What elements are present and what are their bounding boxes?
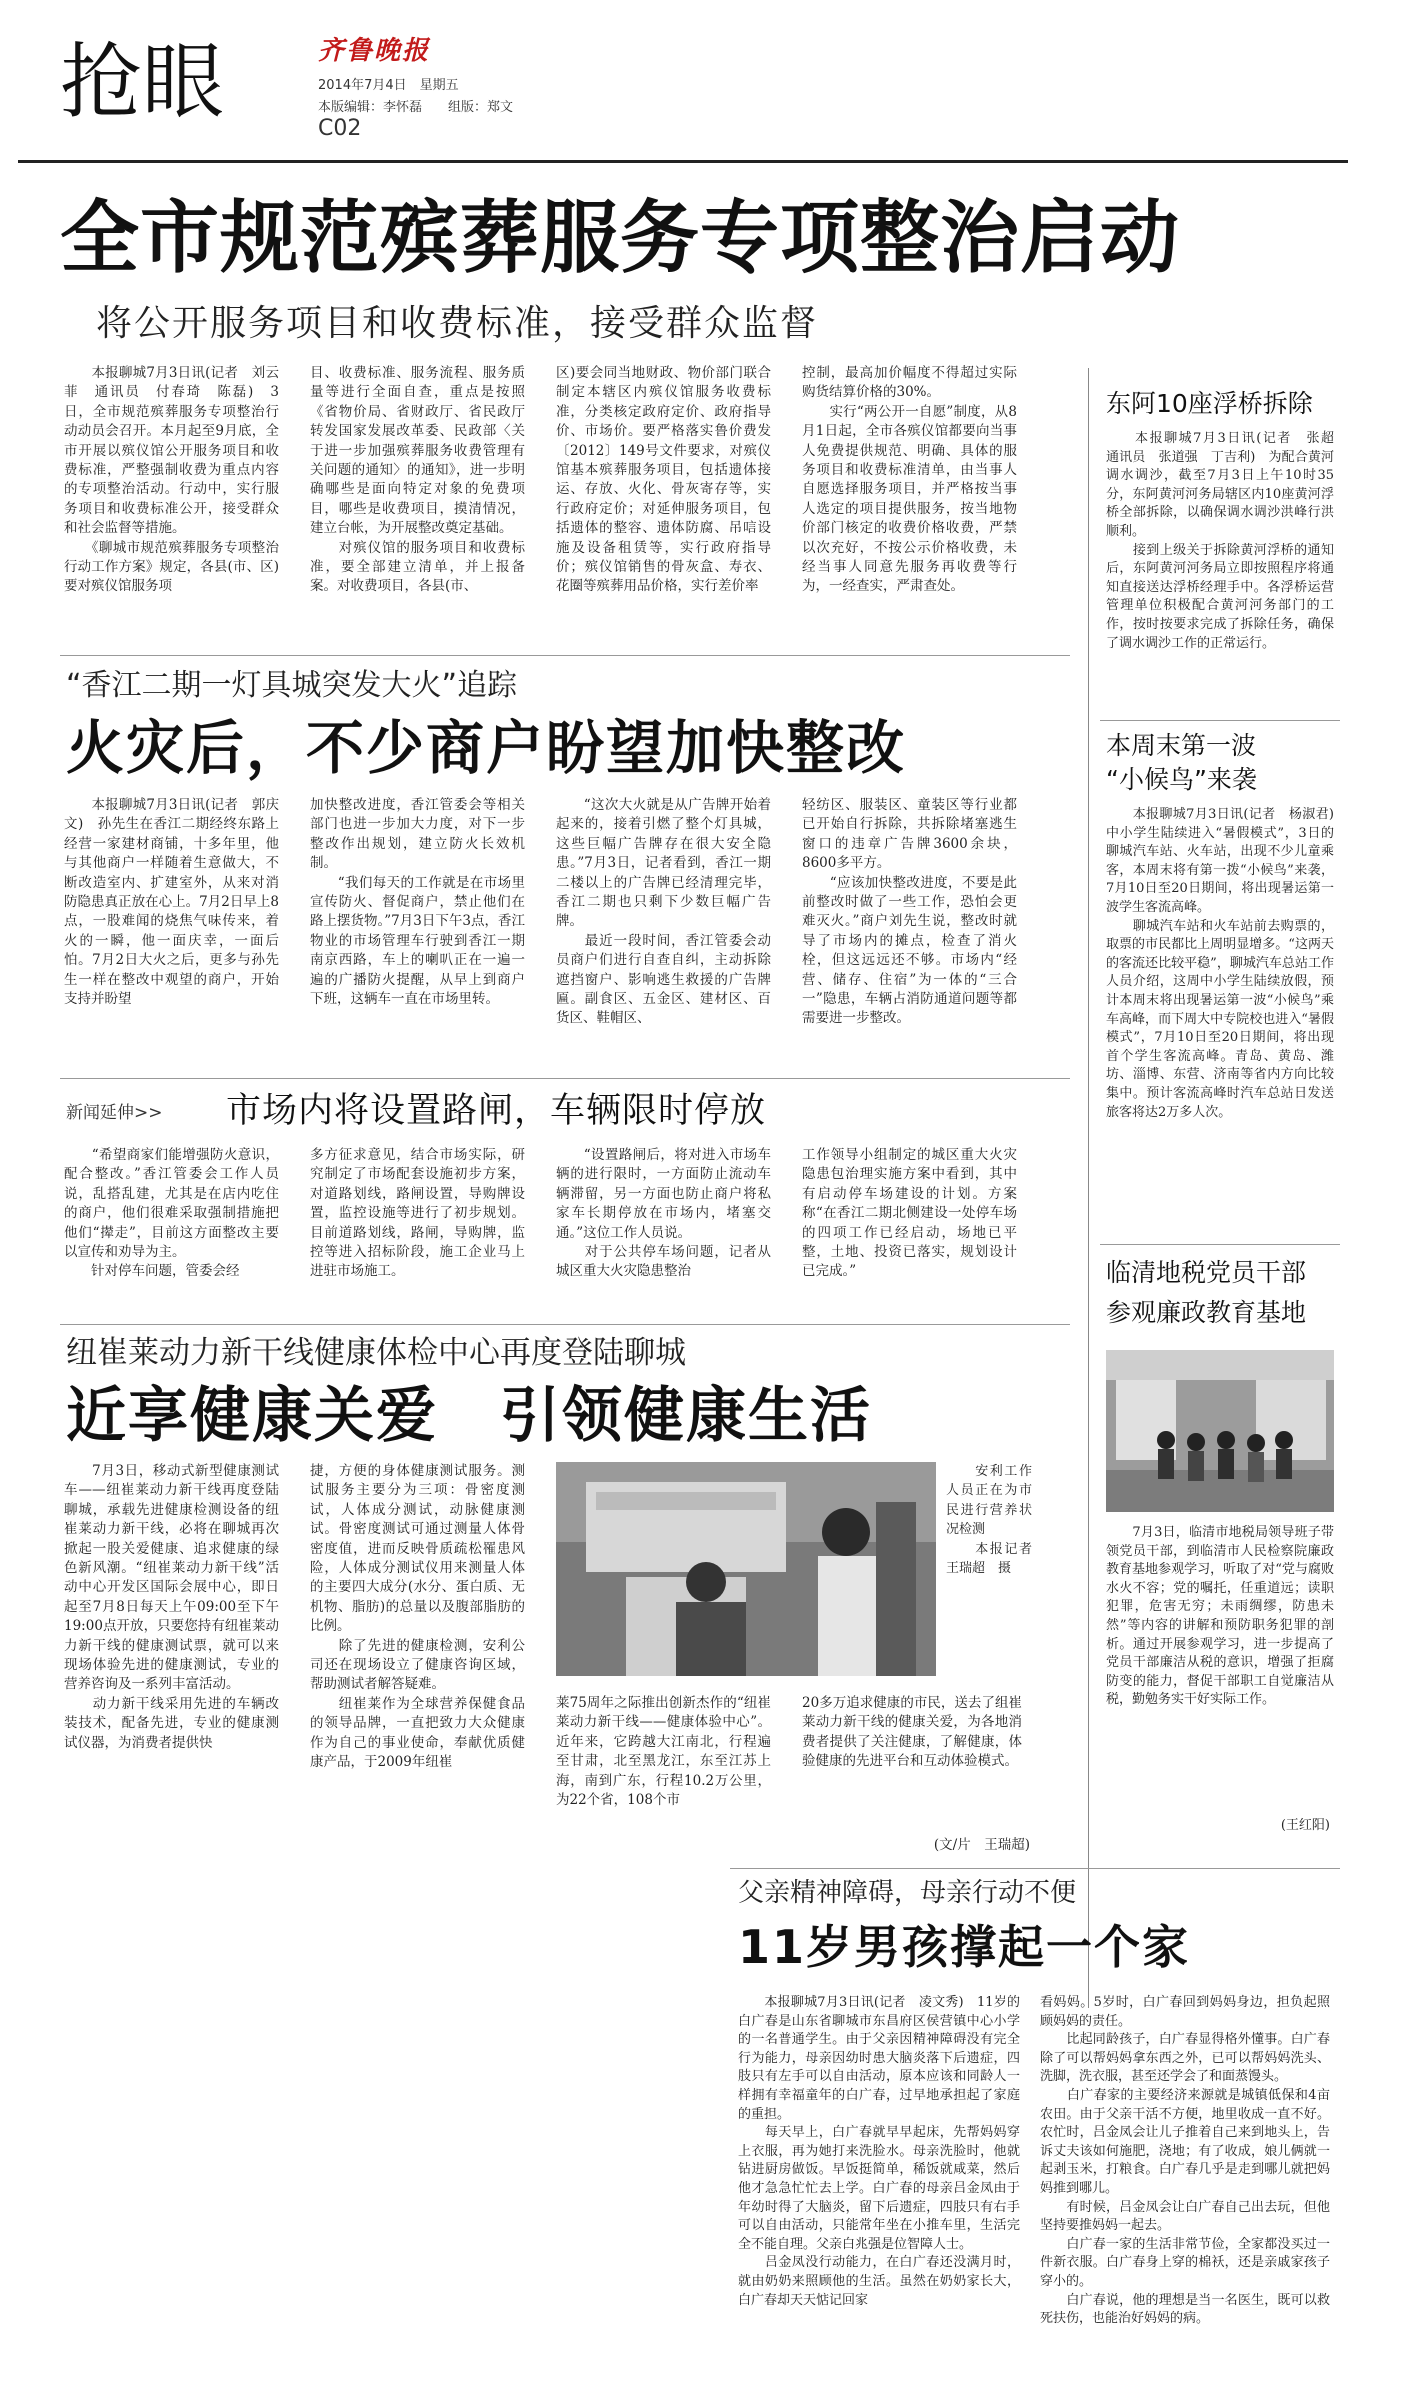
newspaper-logo: 齐鲁晚报 bbox=[318, 36, 431, 66]
health-col-4: 20多万追求健康的市民，送去了组崔莱动力新干线的健康关爱，为各地消费者提供了关注健康，了解健康，体验健康的先进平台和互动体验模式。 bbox=[802, 1695, 1022, 1770]
tax-byline: (王红阳) bbox=[1280, 1818, 1330, 1833]
issue-date: 2014年7月4日 星期五 bbox=[318, 78, 459, 93]
fire-top-rule bbox=[60, 655, 1070, 656]
fire-kicker: “香江二期一灯具城突发大火”追踪 bbox=[66, 668, 518, 703]
health-col-2: 捷，方便的身体健康测试服务。测试服务主要分为三项：骨密度测试，人体成分测试，动脉健康测试。骨密度测试可通过测量人体骨密度值，进而反映骨质疏松罹患风险，人体成分测试仪用来测量人体的主要四大成分(水分、蛋白质、无机物、脂肪)的总量以及腹部脂肪的比例。 除了先进的健康检测，安利公司还在现场设立了健康咨询区域，帮助测试者解答疑难。 纽崔莱作为全球营养保健食品的领导品牌，一直把致力大众健康作为自己的事业使命，奉献优质健康产品，于2009年纽崔 bbox=[310, 1463, 525, 1771]
health-headline: 近享健康关爱 引领健康生活 bbox=[66, 1381, 872, 1451]
tax-text: 7月3日，临清市地税局领导班子带领党员干部，到临清市人民检察院廉政教育基地参观学习，听取了对“党与腐败水火不容；党的嘱托，任重道远；读职犯罪，危害无穷；未雨绸缪，防患未然”等内容的讲解和预防职务犯罪的剖析。通过开展参观学习，进一步提高了党员干部廉洁从税的意识，增强了拒腐防变的能力，督促干部职工自觉廉洁从税，勤勉务实干好实际工作。 bbox=[1106, 1525, 1334, 1708]
health-col-3: 莱75周年之际推出创新杰作的“纽崔莱动力新干线——健康体验中心”。近年来，它跨越大江南北，行程遍至甘肃，北至黑龙江，东至江苏上海，南到广东，行程10.2万公里，为22个省，108个市 bbox=[556, 1695, 771, 1809]
health-photo-caption: 安利工作人员正在为市民进行营养状况检测 本报记者 王瑞超 摄 bbox=[946, 1464, 1032, 1577]
boy-top-rule bbox=[730, 1868, 1340, 1869]
market-headline: 市场内将设置路闸，车辆限时停放 bbox=[226, 1091, 767, 1131]
tax-top-rule bbox=[1100, 1244, 1340, 1245]
boy-kicker: 父亲精神障碍，母亲行动不便 bbox=[738, 1878, 1077, 1908]
health-byline: (文/片 王瑞超) bbox=[933, 1837, 1030, 1853]
lead-col-4: 控制，最高加价幅度不得超过实际购货结算价格的30%。 实行“两公开一自愿”制度，从8月1日起，全市各殡仪馆都要向当事人免费提供规范、明确、具体的服务项目和收费标准清单，由当事人自愿选择服务项目，并严格按当事人选定的项目提供服务，按当地物价部门核定的收费价格收费，严禁以次充好，不按公示价格收费，未经当事人同意先服务再收费等行为，一经查实，严肃查处。 bbox=[802, 365, 1017, 595]
fire-col-3: “这次大火就是从广告牌开始着起来的，接着引燃了整个灯具城，这些巨幅广告牌存在很大安全隐患。”7月3日，记者看到，香江一期二楼以上的广告牌已经清理完毕，香江二期也只剩下少数巨幅广告牌。 最近一段时间，香江管委会动员商户们进行自查自纠，主动拆除遮挡窗户、影响逃生救援的广告牌匾。副食区、五金区、建材区、百货区、鞋帽区、 bbox=[556, 797, 771, 1027]
tax-photo-drawing bbox=[1106, 1350, 1334, 1512]
page-number: C02 bbox=[318, 116, 362, 141]
fire-headline: 火灾后，不少商户盼望加快整改 bbox=[66, 714, 907, 782]
bridge-headline: 东阿10座浮桥拆除 bbox=[1106, 389, 1313, 418]
bird-headline-1: 本周末第一波 bbox=[1106, 731, 1257, 760]
market-top-rule bbox=[60, 1078, 1070, 1079]
fire-col-2: 加快整改进度，香江管委会等相关部门也进一步加大力度，对下一步整改作出规划，建立防火长效机制。 “我们每天的工作就是在市场里宣传防火、督促商户，禁止他们在路上摆货物。”7月3日下午3点，香江物业的市场管理车行驶到香江一期南京西路，车上的喇叭正在一遍一遍的广播防火提醒，从早上到商户下班，这辆车一直在市场里转。 bbox=[310, 797, 525, 1008]
lead-col-2: 目、收费标准、服务流程、服务质量等进行全面自查，重点是按照《省物价局、省财政厅、省民政厅转发国家发展改革委、民政部〈关于进一步加强殡葬服务收费管理有关问题的通知〉的通知》，进一步明确哪些是面向特定对象的免费项目，哪些是收费项目，摸清情况，建立台帐，为开展整改奠定基础。 对殡仪馆的服务项目和收费标准，要全部建立清单，并上报备案。对收费项目，各县(市、 bbox=[310, 365, 525, 595]
boy-headline: 11岁男孩撑起一个家 bbox=[738, 1920, 1191, 1974]
lead-headline: 全市规范殡葬服务专项整治启动 bbox=[60, 192, 1180, 284]
bird-top-rule bbox=[1100, 720, 1340, 721]
fire-col-1: 本报聊城7月3日讯(记者 郭庆文) 孙先生在香江二期经终东路上经营一家建材商铺，十多年里，他与其他商户一样随着生意做大，不断改造室内、扩建室外，从来对消防隐患真正放在心上。7月2日早上8点，一股难闻的烧焦气味传来，着火的一瞬，他一面庆幸，一面后怕。7月2日大火之后，更多与孙先生一样在整改中观望的商户，开始支持并盼望 bbox=[64, 797, 279, 1008]
lead-col-3: 区)要会同当地财政、物价部门联合制定本辖区内殡仪馆服务收费标准，分类核定政府定价、政府指导价、市场价。要严格落实鲁价费发〔2012〕149号文件要求，对殡仪馆基本殡葬服务项目，包括遗体接运、存放、火化、骨灰寄存等，实行政府定价；对延伸服务项目，包括遗体的整容、遗体防腐、吊唁设施及设备租赁等，实行政府指导价；殡仪馆销售的骨灰盒、寿衣、花圈等殡葬用品价格，实行差价率 bbox=[556, 365, 771, 595]
health-col-1: 7月3日，移动式新型健康测试车——纽崔莱动力新干线再度登陆聊城，承载先进健康检测设备的纽崔莱动力新干线，必将在聊城再次掀起一股关爱健康、追求健康的绿色新风潮。“纽崔莱动力新干线”活动中心开发区国际会展中心，即日起至7月8日每天上午09:00至下午19:00点开放，只要您持有纽崔莱动力新干线的健康测试票，就可以来现场体验先进的健康测试，专业的营养咨询及一系列丰富活动。 动力新干线采用先进的车辆改装技术，配备先进，专业的健康测试仪器，为消费者提供快 bbox=[64, 1463, 279, 1751]
boy-col-2: 看妈妈。5岁时，白广春回到妈妈身边，担负起照顾妈妈的责任。 比起同龄孩子，白广春显得格外懂事。白广春除了可以帮妈妈拿东西之外，已可以帮妈妈洗头、洗脚，洗衣服，甚至还学会了和面蒸馒头。 白广春家的主要经济来源就是城镇低保和4亩农田。由于父亲干活不方便，地里收成一直不好。农忙时，吕金凤会让儿子推着自己来到地头上，告诉丈夫该如何施肥，浇地；有了收成，娘儿俩就一起剥玉米，打粮食。白广春几乎是走到哪儿就把妈妈推到哪儿。 有时候，吕金凤会让白广春自己出去玩，但他坚持要推妈妈一起去。 白广春一家的生活非常节俭，全家都没买过一件新衣服。白广春身上穿的棉袄，还是亲戚家孩子穿小的。 白广春说，他的理想是当一名医生，既可以救死扶伤，也能治好妈妈的病。 bbox=[1040, 1995, 1330, 2327]
masthead-rule bbox=[18, 160, 1348, 163]
health-photo-drawing bbox=[556, 1462, 936, 1676]
lead-col-1: 本报聊城7月3日讯(记者 刘云菲 通讯员 付春琦 陈磊) 3日，全市规范殡葬服务专项整治行动动员会召开。本月起至9月底，全市开展以殡仪馆公开服务项目和收费标准，严整强制收费为重点内容的专项整治活动。行动中，实行服务项目和收费标准公开，接受群众和社会监督等措施。 《聊城市规范殡葬服务专项整治行动工作方案》规定，各县(市、区)要对殡仪馆服务项 bbox=[64, 365, 279, 595]
lead-subheadline: 将公开服务项目和收费标准，接受群众监督 bbox=[96, 303, 819, 344]
tax-visit-photo bbox=[1106, 1350, 1334, 1512]
boy-col-1: 本报聊城7月3日讯(记者 凌文秀) 11岁的白广春是山东省聊城市东昌府区侯营镇中心小学的一名普通学生。由于父亲因精神障碍没有完全行为能力，母亲因幼时患大脑炎落下后遗症，四肢只有左手可以自由活动，原本应该和同龄人一样拥有幸福童年的白广春，过早地承担起了家庭的重担。 每天早上，白广春就早早起床，先帮妈妈穿上衣服，再为她打来洗脸水。母亲洗脸时，他就钻进厨房做饭。早饭挺简单，稀饭就咸菜，然后他才急急忙忙去上学。白广春的母亲吕金凤由于年幼时得了大脑炎，留下后遗症，四肢只有右手可以自由活动，只能常年坐在小推车里，生活完全不能自理。父亲白兆强是位智障人士。 吕金凤没行动能力，在白广春还没满月时，就由奶奶来照顾他的生活。虽然在奶奶家长大，白广春却天天惦记回家 bbox=[738, 1995, 1020, 2308]
editors-line: 本版编辑：李怀磊 组版：郑文 bbox=[318, 100, 514, 115]
market-col-4: 工作领导小组制定的城区重大火灾隐患包治理实施方案中看到，其中有启动停车场建设的计划。方案称“在香江二期北侧建设一处停车场的四项工作已经启动，场地已平整，土地、投资已落实，规划设计已完成。” bbox=[802, 1147, 1017, 1280]
section-name: 抢眼 bbox=[60, 35, 225, 130]
market-tag: 新闻延伸>> bbox=[66, 1103, 163, 1123]
market-col-3: “设置路闸后，将对进入市场车辆的进行限时，一方面防止流动车辆滞留，另一方面也防止商户将私家车长期停放在市场内，堵塞交通。”这位工作人员说。 对于公共停车场问题，记者从城区重大火灾隐患整治 bbox=[556, 1147, 771, 1280]
health-kicker: 纽崔莱动力新干线健康体检中心再度登陆聊城 bbox=[66, 1335, 686, 1371]
bird-text: 本报聊城7月3日讯(记者 杨淑君) 中小学生陆续进入“暑假模式”，3日的聊城汽车站、火车站，出现不少儿童乘客，本周末将有第一拨“小候鸟”来袭，7月10日至20日期间，将出现暑运第一波学生客流高峰。 聊城汽车站和火车站前去购票的，取票的市民都比上周明显增多。“这两天的客流还比较平稳”，聊城汽车总站工作人员介绍，这周中小学生陆续放假，预计本周末将出现暑运第一波“小候鸟”乘车高峰，而下周大中专院校也进入“暑假模式”，7月10日至20日期间，将出现首个学生客流高峰。青岛、黄岛、潍坊、淄博、东营、济南等省内方向比较集中。预计客流高峰时汽车总站日发送旅客将达2万多人次。 bbox=[1106, 807, 1334, 1120]
market-col-1: “希望商家们能增强防火意识，配合整改。”香江管委会工作人员说，乱搭乱建，尤其是在店内吃住的商户，他们很难采取强制措施把他们“撵走”，目前这方面整改主要以宣传和劝导为主。 针对停车问题，管委会经 bbox=[64, 1147, 279, 1280]
market-col-2: 多方征求意见，结合市场实际，研究制定了市场配套设施初步方案，对道路划线，路闸设置，导购牌设置，监控设施等进行了初步规划。目前道路划线，路闸，导购牌，监控等进入招标阶段，施工企业马上进驻市场施工。 bbox=[310, 1147, 525, 1280]
health-check-photo bbox=[556, 1462, 936, 1676]
bird-headline-2: “小候鸟”来袭 bbox=[1106, 765, 1257, 794]
fire-col-4: 轻纺区、服装区、童装区等行业都已开始自行拆除，共拆除堵塞逃生窗口的违章广告牌3600余块，8600多平方。 “应该加快整改进度，不要是此前整改时做了一些工作，恐怕会更难灭火。”商户刘先生说，整改时就导了市场内的摊点，检查了消火栓，但这远远还不够。市场内“经营、储存、住宿”为一体的“三合一”隐患，车辆占消防通道问题等都需要进一步整改。 bbox=[802, 797, 1017, 1027]
tax-headline-1: 临清地税党员干部 bbox=[1106, 1258, 1307, 1287]
tax-headline-2: 参观廉政教育基地 bbox=[1106, 1298, 1307, 1327]
health-top-rule bbox=[60, 1324, 1070, 1325]
bridge-text: 本报聊城7月3日讯(记者 张超 通讯员 张道强 丁吉利) 为配合黄河调水调沙，截至7月3日上午10时35分，东阿黄河河务局辖区内10座黄河浮桥全部拆除，以确保调水调沙洪峰行洪顺利。 接到上级关于拆除黄河浮桥的通知后，东阿黄河河务局立即按照程序将通知直接送达浮桥经理手中。各浮桥运营管理单位积极配合黄河河务部门的工作，按时按要求完成了拆除任务，确保了调水调沙工作的正常运行。 bbox=[1106, 431, 1334, 651]
sidebar-divider bbox=[1088, 368, 1089, 2008]
